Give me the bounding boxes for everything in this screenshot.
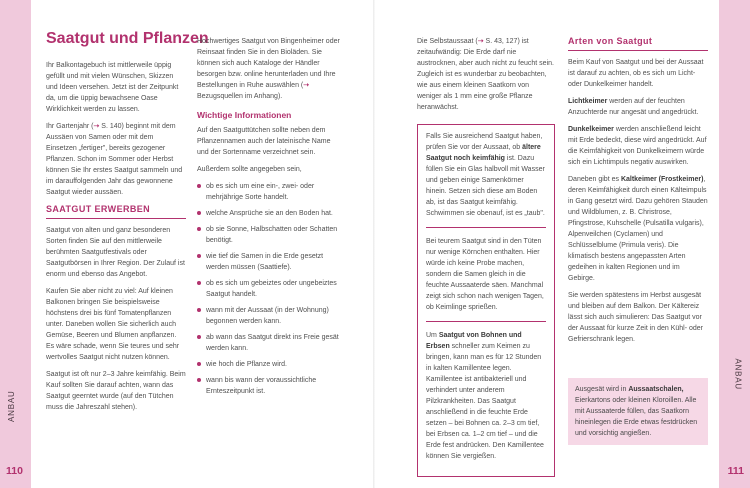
list-item: ob es sich um gebeiztes oder ungebeiztes Saatgut handelt. xyxy=(197,278,341,300)
left-column-1 xyxy=(46,60,186,413)
right-side-tab xyxy=(719,0,750,488)
kaufen-paragraph: Kaufen Sie aber nicht zu viel: Auf kleinen Balkonen bringen Sie beispielsweise höchstens drei bis fünf Tomatenpflanzen unter. Daneben wollen Sie sicherlich auch Gemüse, Beeren und Blumen anpflanzen. Es wäre schade, wenn Sie teures und sehr wertvolles Saatgut nicht nutzen können. xyxy=(46,288,180,361)
keimprobe-paragraph: Falls Sie ausreichend Saatgut haben, prüfen Sie vor der Aussaat, ob ältere Saatgut noch keimfähig ist. Dazu füllen Sie ein Glas halbvoll mit Wasser und geben einige Samenkörner hinein. Setzen sich diese am Boden ab, ist das Saatgut keimfähig. Schwimmen sie obenauf, ist es „taub". xyxy=(426,133,545,217)
side-label-right: ANBAU xyxy=(734,358,743,390)
cross-reference-link[interactable]: S. 140 xyxy=(99,123,122,130)
left-side-tab xyxy=(0,0,31,488)
keimfaehig-paragraph: Saatgut ist oft nur 2–3 Jahre keimfähig. Beim Kauf sollten Sie darauf achten, wann das Saatgut geerntet wurde (auf den Tütchen muss die Jahreszahl stehen). xyxy=(46,371,186,411)
cross-reference-link[interactable]: Bezugsquellen im Anhang xyxy=(197,93,278,100)
licht-dunkel-paragraph: Beim Kauf von Saatgut und bei der Aussaat ist darauf zu achten, ob es sich um Licht- oder Dunkelkeimer handelt. xyxy=(568,59,704,88)
page-title: Saatgut und Pflanzen xyxy=(46,30,209,47)
right-column-2 xyxy=(568,36,708,345)
list-item: wie hoch die Pflanze wird. xyxy=(197,359,341,370)
section-heading-arten-von-saatgut: Arten von Saatgut xyxy=(568,36,708,51)
info-bullet-list xyxy=(197,181,341,397)
herbst-paragraph: Sie werden spätestens im Herbst ausgesät und bleiben auf dem Balkon. Der Kältereiz lässt sich auch simulieren: Das Saatgut vor der Aussaat für kurze Zeit in den Kühl- oder Gefrierschrank legen. xyxy=(568,292,704,343)
page-number-right: 111 xyxy=(727,465,744,477)
teures-saatgut-paragraph: Bei teurem Saatgut sind in den Tüten nur wenige Körnchen enthalten. Hier würde ich keine Probe machen, sondern die Samen gleich in die feuchte Aussaaterde säen. Manchmal zeigt sich schon nach wenigen Tagen, ob Keimlinge sprießen. xyxy=(426,238,544,311)
selbstaussaat-paragraph: Die Selbstaussaat (➝ S. 43, 127) ist zeitaufwändig: Die Erde darf nie austrocknen, aber auch nicht zu feucht sein. Zugleich ist es wunderbar zu beobachten, wie aus einem kleinen Saatkorn von weniger als 1 mm eine große Pflanze heranwächst. xyxy=(417,38,554,111)
list-item: welche Ansprüche sie an den Boden hat. xyxy=(197,208,341,219)
cross-reference-link[interactable]: S. 43, 127 xyxy=(483,38,518,45)
left-column-2 xyxy=(197,36,341,402)
dunkelkeimer-paragraph: Dunkelkeimer werden anschließend leicht mit Erde bedeckt, diese wird angedrückt. Auf die Keimfähigkeit von Dunkelkeimern würde sich ein Lichtimpuls negativ auswirken. xyxy=(568,126,707,166)
divider xyxy=(426,321,546,322)
saatgut-festival-paragraph: Saatgut von alten und ganz besonderen Sorten finden Sie auf den mittlerweile berühmten Saatgutfestivals oder Saatgutbörsen in Ihrer Region. Der Zulauf ist enorm und ebenso das Angebot. xyxy=(46,227,185,278)
list-item: ab wann das Saatgut direkt ins Freie gesät werden kann. xyxy=(197,332,341,354)
list-item: ob es sich um eine ein-, zwei- oder mehrjährige Sorte handelt. xyxy=(197,181,341,203)
tuetchen-paragraph: Auf den Saatguttütchen sollte neben dem Pflanzennamen auch der lateinische Name und der Sortenname verzeichnet sein. xyxy=(197,127,331,156)
aussaat-note-box: Ausgesät wird in Aussaatschalen, Eierkartons oder kleinen Kloroillen. Alle mit Aussaaterde füllen, das Saatkorn hineinlegen die Erde etwas festdrücken und vorsichtig angießen. xyxy=(568,378,708,445)
right-page xyxy=(375,0,750,488)
gartenjahr-paragraph: Ihr Gartenjahr (➝ S. 140) beginnt mit dem Aussäen von Samen oder mit dem Einsetzen „fertiger", bereits gezogener Pflanzen. Schon im Sommer oder Herbst können Sie Ihr erstes Saatgut sammeln und im darauffolgenden Jahr das gewonnene Saatgut wieder aussäen. xyxy=(46,123,183,196)
section-heading-saatgut-erwerben: SAATGUT ERWERBEN xyxy=(46,204,186,219)
lichtkeimer-paragraph: Lichtkeimer werden auf der feuchten Anzuchterde nur angesät und angedrückt. xyxy=(568,98,699,116)
section-heading-wichtige-informationen: Wichtige Informationen xyxy=(197,110,292,120)
arrow-right-icon: ➝ xyxy=(477,38,484,45)
list-item: wann mit der Aussaat (in der Wohnung) begonnen werden kann. xyxy=(197,305,341,327)
right-column-1 xyxy=(417,36,555,119)
divider xyxy=(426,227,546,228)
ausserdem-paragraph: Außerdem sollte angegeben sein, xyxy=(197,166,302,173)
list-item: ob sie Sonne, Halbschatten oder Schatten benötigt. xyxy=(197,224,341,246)
list-item: wann bis wann der voraussichtliche Ernteszeitpunkt ist. xyxy=(197,375,341,397)
arrow-right-icon: ➝ xyxy=(93,123,100,130)
tip-box xyxy=(417,124,555,477)
kaltkeimer-paragraph: Daneben gibt es Kaltkeimer (Frostkeimer), deren Keimfähigkeit durch einen Kälteimpuls in Gang gesetzt wird. Dazu gehören Stauden und Wildblumen, z. B. Christrose, Pfingstrose, Kuhschelle (Pulsatilla vulgaris), Alpenveilchen (Cyclamen) und Schlüsselblume (Primula veris). Die klimatisch bestens angepassten Arten gedeihen in kalten Regionen und im Gebirge. xyxy=(568,176,708,282)
arrow-right-icon: ➝ xyxy=(303,82,310,89)
intro-paragraph: Ihr Balkontagebuch ist mittlerweile üppig gefüllt und mit vielen Wünschen, Skizzen und Ideen versehen. Jetzt ist der Zeitpunkt da, um die üppig bewachsene Oase Wirklichkeit werden zu lassen. xyxy=(46,62,179,113)
bohnen-erbsen-paragraph: Um Saatgut von Bohnen und Erbsen schneller zum Keimen zu bringen, kann man es für 12 Stunden in kalten Kamillentee legen. Kamillentee ist antibakteriell und verhindert unter anderem Pilzkrankheiten. Das Saatgut anschließend in die feuchte Erde setzen – bei Bohnen ca. 2–3 cm tief, bei Erbsen ca. 1–2 cm tief – und die Erde fest andrücken. Den Kamillentee können Sie vergießen. xyxy=(426,332,544,460)
page-number-left: 110 xyxy=(6,465,23,477)
side-label-left: ANBAU xyxy=(7,390,16,422)
list-item: wie tief die Samen in die Erde gesetzt werden müssen (Saattiefe). xyxy=(197,251,341,273)
bioladen-paragraph: Hochwertiges Saatgut von Bingenheimer oder Reinsaat finden Sie in den Bioläden. Sie können sich auch Kataloge der Händler besorgen bzw. online herunterladen und Ihre Bestellungen in Ruhe auswählen (➝ Bezugsquellen im Anhang). xyxy=(197,38,340,100)
